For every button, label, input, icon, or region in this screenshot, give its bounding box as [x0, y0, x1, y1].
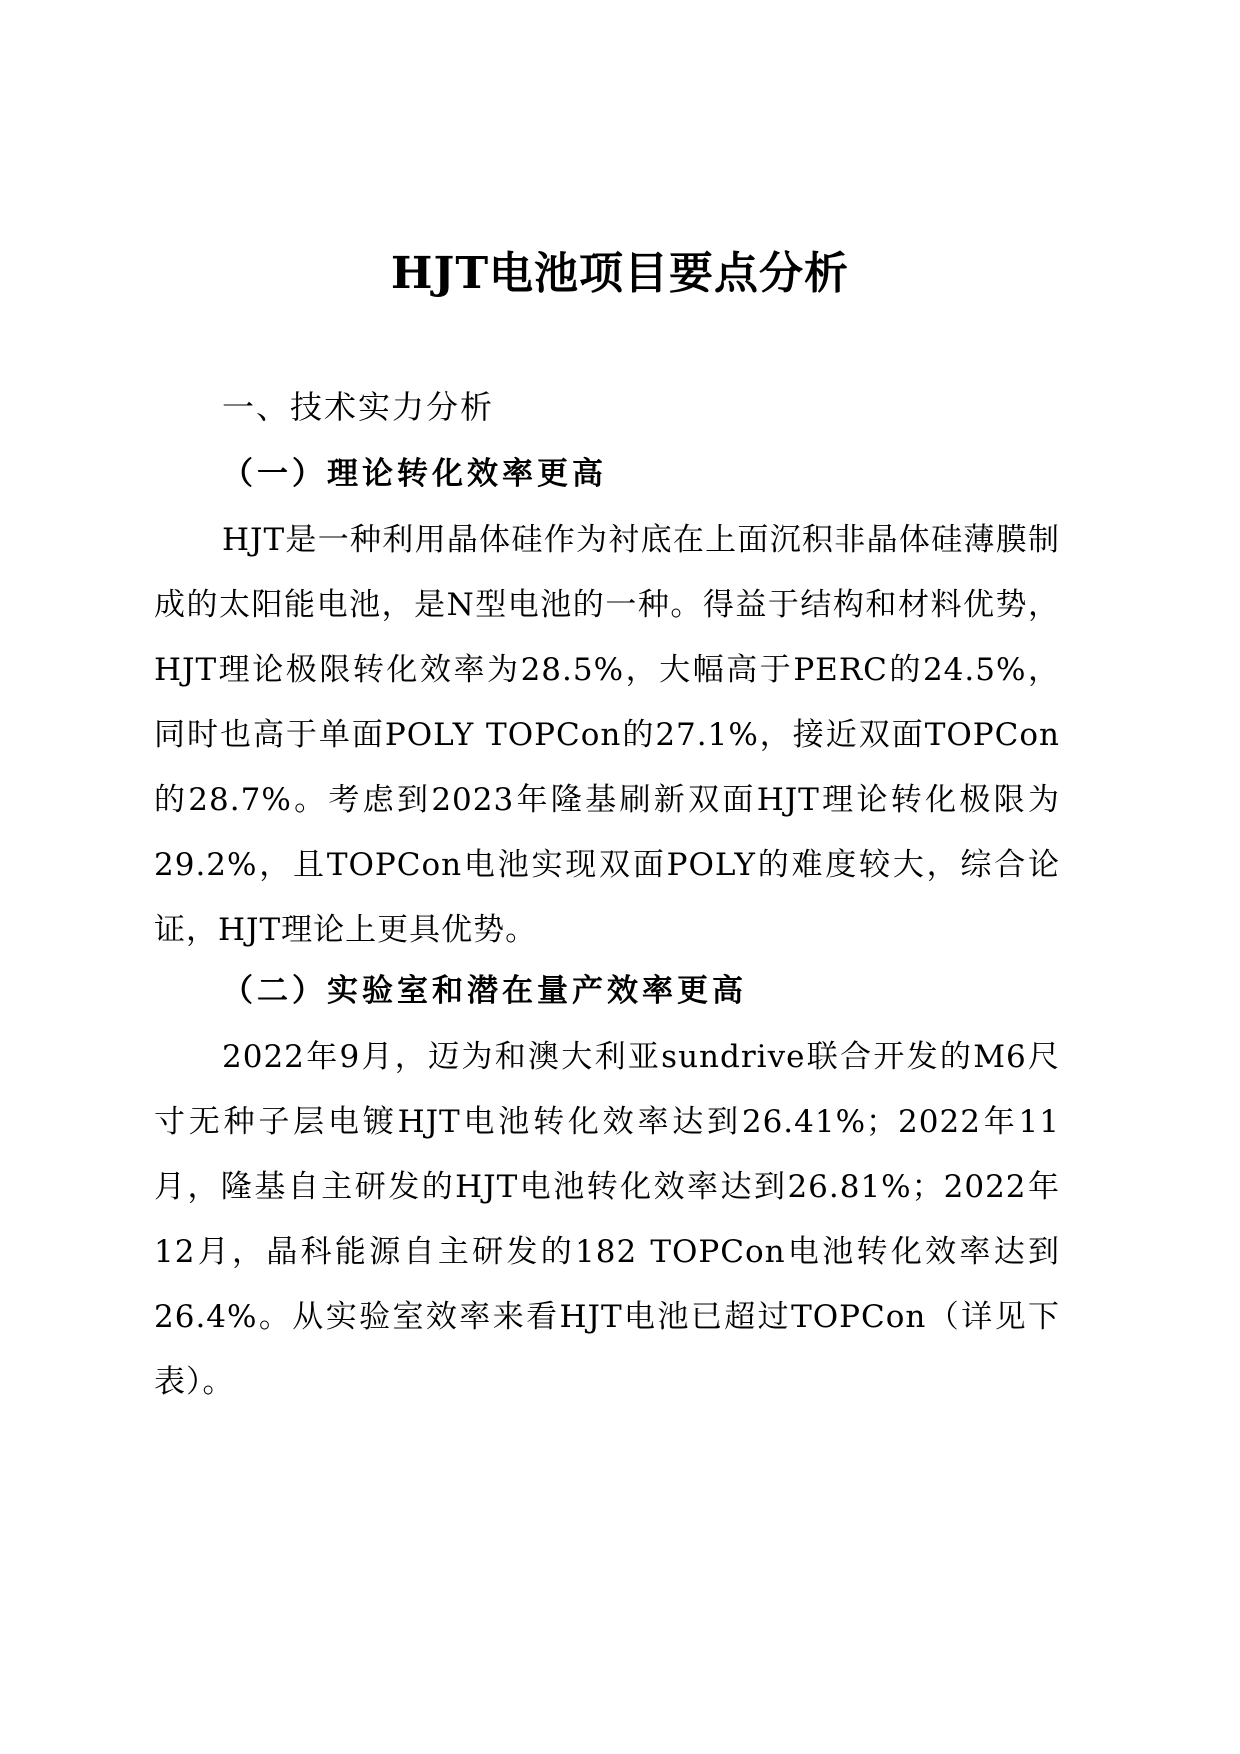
subsection-heading-lab-efficiency: （二）实验室和潜在量产效率更高 — [222, 973, 747, 1009]
section-heading-technical-strength: 一、技术实力分析 — [222, 388, 495, 426]
page-title: HJT电池项目要点分析 — [390, 248, 850, 299]
paragraph-theoretical-efficiency: HJT是一种利用晶体硅作为衬底在上面沉积非晶体硅薄膜制成的太阳能电池，是N型电池的一种。得益于结构和材料优势，HJT理论极限转化效率为28.5%，大幅高于PERC的24.5%，同时也高于单面POLY TOPCon的27.1%，接近双面TOPCon的28.7%。考虑到2023年隆基刷新双面HJT理论转化极限为29.2%，且TOPCon电池实现双面POLY的难度较大，综合论证，HJT理论上更具优势。 — [154, 522, 1060, 948]
paragraph-lab-efficiency: 2022年9月，迈为和澳大利亚sundrive联合开发的M6尺寸无种子层电镀HJT电池转化效率达到26.41%；2022年11月，隆基自主研发的HJT电池转化效率达到26.81%；2022年12月，晶科能源自主研发的182 TOPCon电池转化效率达到26.4%。从实验室效率来看HJT电池已超过TOPCon（详见下表）。 — [154, 1039, 1060, 1400]
subsection-heading-theoretical-efficiency: （一）理论转化效率更高 — [222, 456, 607, 492]
